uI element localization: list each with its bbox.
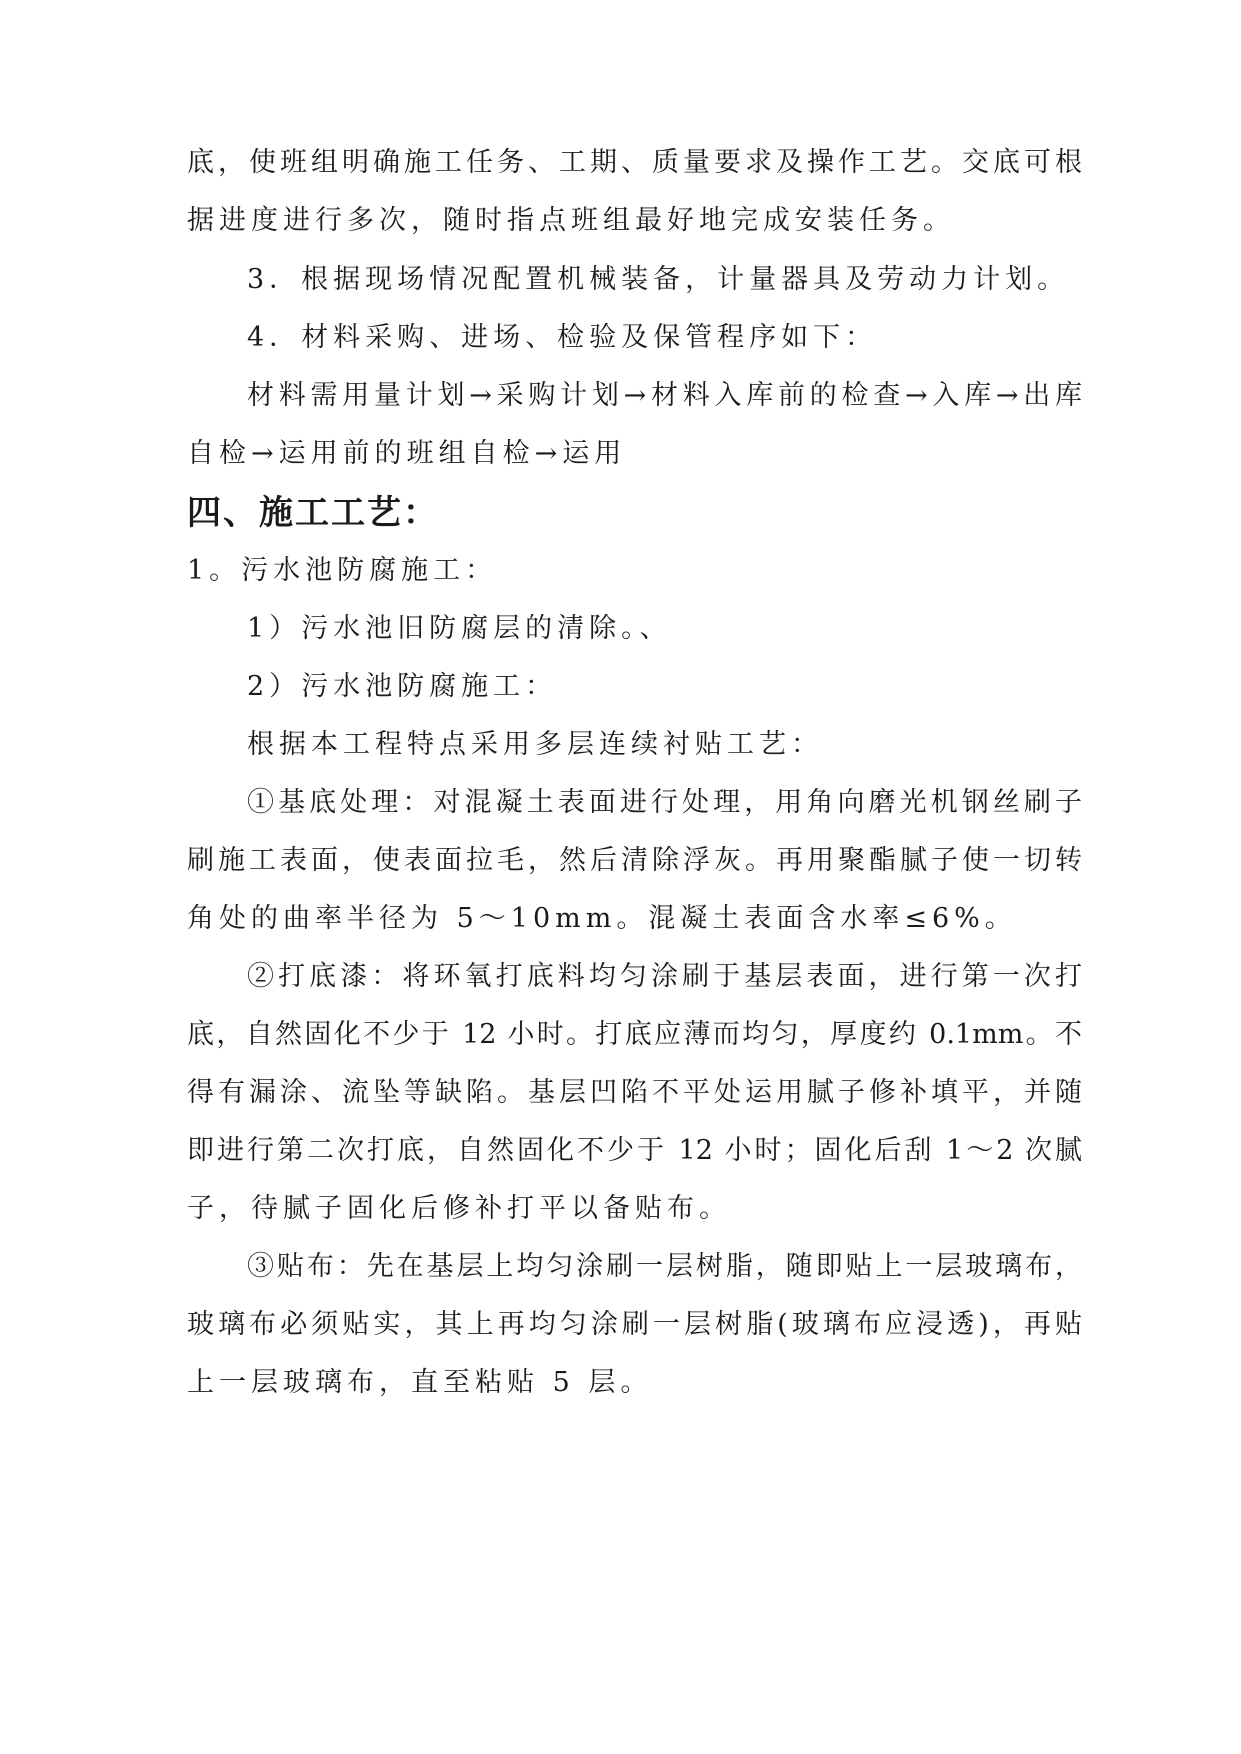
step-line: 角处的曲率半径为 5～10mm。混凝土表面含水率≤6%。 (187, 903, 1017, 934)
step-line: ③贴布：先在基层上均匀涂刷一层树脂，随即贴上一层玻璃布， (247, 1251, 1082, 1282)
procedure-flow-line: 材料需用量计划→采购计划→材料入库前的检查→入库→出库 (247, 380, 1082, 411)
paragraph-line: 底，使班组明确施工任务、工期、质量要求及操作工艺。交底可根 (187, 147, 1082, 178)
list-item-4: 4．材料采购、进场、检验及保管程序如下： (247, 322, 878, 353)
step-line: 底，自然固化不少于 12 小时。打底应薄而均匀，厚度约 0.1mm。不 (187, 1019, 1082, 1050)
step-line: ②打底漆：将环氧打底料均匀涂刷于基层表面，进行第一次打 (247, 961, 1082, 992)
paragraph-line: 据进度进行多次，随时指点班组最好地完成安装任务。 (187, 205, 955, 236)
step-line: 上一层玻璃布，直至粘贴 5 层。 (187, 1367, 653, 1398)
list-item-3: 3．根据现场情况配置机械装备，计量器具及劳动力计划。 (247, 264, 1070, 295)
step-line: 玻璃布必须贴实，其上再均匀涂刷一层树脂(玻璃布应浸透)，再贴 (187, 1309, 1082, 1340)
list-item: 1）污水池旧防腐层的清除。、 (247, 613, 672, 644)
list-item: 2）污水池防腐施工： (247, 671, 558, 702)
paragraph-line: 根据本工程特点采用多层连续衬贴工艺： (247, 729, 823, 760)
procedure-flow-line: 自检→运用前的班组自检→运用 (187, 438, 627, 469)
subsection-title: 1。污水池防腐施工： (187, 555, 498, 586)
step-line: 子，待腻子固化后修补打平以备贴布。 (187, 1193, 731, 1224)
step-line: 即进行第二次打底，自然固化不少于 12 小时；固化后刮 1～2 次腻 (187, 1135, 1082, 1166)
step-line: ①基底处理：对混凝土表面进行处理，用角向磨光机钢丝刷子 (247, 787, 1082, 818)
section-heading: 四、施工工艺： (187, 493, 439, 533)
step-line: 刷施工表面，使表面拉毛，然后清除浮灰。再用聚酯腻子使一切转 (187, 845, 1082, 876)
step-line: 得有漏涂、流坠等缺陷。基层凹陷不平处运用腻子修补填平，并随 (187, 1077, 1082, 1108)
